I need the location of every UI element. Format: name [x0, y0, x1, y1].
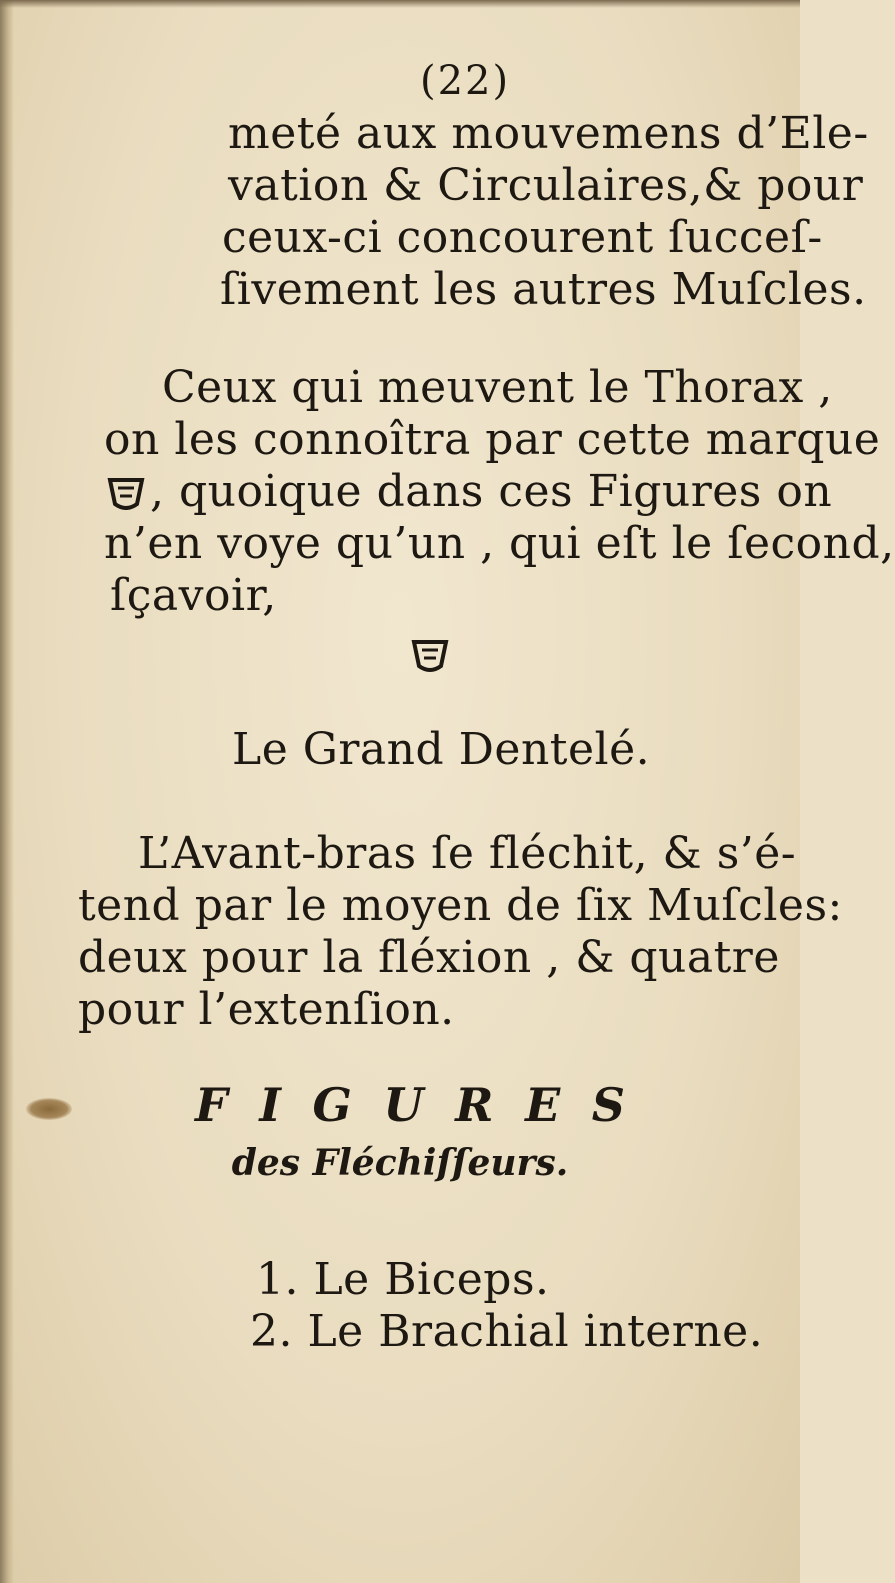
text-line: deux pour la fléxion , & quatre	[78, 932, 780, 983]
thorax-mark-icon	[106, 474, 146, 514]
text-line: ſçavoir,	[110, 570, 277, 621]
text-line: Ceux qui meuvent le Thorax ,	[162, 362, 833, 413]
page-edge-shadow	[0, 0, 14, 1583]
figures-title-letter: U	[383, 1078, 424, 1132]
text-line: pour l’extenſion.	[78, 984, 455, 1035]
figures-title-letter: I	[259, 1078, 281, 1132]
muscle-name: Le Grand Dentelé.	[232, 724, 651, 775]
figures-title-letter: G	[312, 1078, 352, 1132]
text-line: ceux-ci concourent ſucceſ-	[222, 212, 823, 263]
figures-title-letter: S	[591, 1078, 625, 1132]
figures-title-letter: E	[525, 1078, 561, 1132]
figures-title-letter: F	[195, 1078, 228, 1132]
text-line: tend par le moyen de ſix Muſcles:	[78, 880, 843, 931]
text-line: on les connoîtra par cette marque	[104, 414, 881, 465]
thorax-mark-icon	[410, 636, 450, 676]
text-line: meté aux mouvemens d’Ele-	[228, 108, 869, 159]
text-line: , quoique dans ces Figures on	[150, 466, 833, 517]
text-line: vation & Circulaires,& pour	[228, 160, 864, 211]
list-item: 2. Le Brachial interne.	[250, 1306, 764, 1357]
figures-title-letter: R	[455, 1078, 494, 1132]
text-line: n’en voye qu’un , qui eſt le ſecond,	[104, 518, 895, 569]
text-line: ſivement les autres Muſcles.	[220, 264, 867, 315]
ink-blot	[26, 1098, 72, 1120]
page-number: (22)	[420, 58, 511, 104]
text-line: L’Avant-bras ſe fléchit, & s’é-	[138, 828, 797, 879]
page-top-shadow	[0, 0, 800, 8]
figures-title	[195, 1078, 625, 1132]
figures-subtitle: des Fléchiſſeurs.	[231, 1142, 569, 1184]
list-item: 1. Le Biceps.	[256, 1254, 550, 1305]
